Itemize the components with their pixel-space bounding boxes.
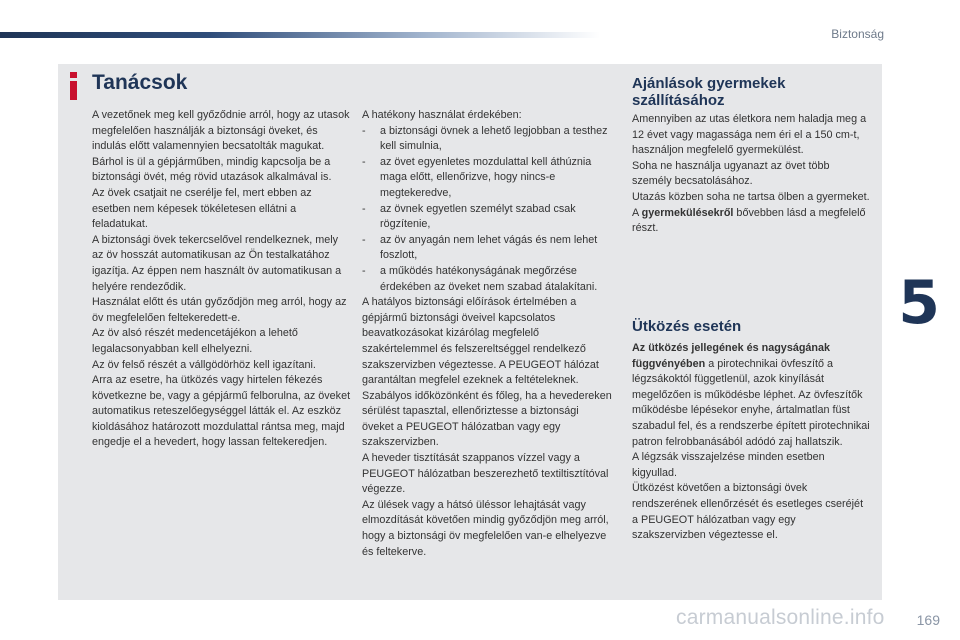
paragraph — [632, 341, 870, 450]
tips-column-1 — [92, 108, 352, 451]
list-item: - az öv anyagán nem lehet vágás és nem lehet foszlott, — [362, 233, 612, 264]
children-heading: Ajánlások gyermekek szállításához — [632, 75, 786, 109]
list-intro: A hatékony használat érdekében: — [362, 109, 522, 121]
paragraph: Az övek csatjait ne cserélje fel, mert ebben az esetben nem képesek tökéletesen ellátni a feladatukat. — [92, 186, 312, 231]
child-seat-reference: gyermekülésekről — [641, 206, 734, 219]
info-icon — [66, 72, 80, 100]
paragraph — [632, 206, 870, 237]
paragraph: A biztonsági övek tekercselővel rendelkeznek, mely az öv hosszát automatikusan az Ön testalkatához igazítja. Az éppen nem használt öv automatikusan a helyére rendeződik. — [92, 233, 342, 293]
paragraph: Az ülések vagy a hátsó üléssor lehajtását vagy elmozdítását követően mindig győződjön meg arról, hogy a biztonsági öv megfelelően van-e elhelyezve és feltekerve. — [362, 498, 609, 558]
list-item: - a biztonsági övnek a lehető legjobban a testhez kell simulnia, — [362, 124, 612, 155]
children-section — [632, 112, 870, 237]
paragraph: Az öv felső részét a vállgödörhöz kell igazítani. — [92, 358, 316, 371]
paragraph: A vezetőnek meg kell győződnie arról, hogy az utasok megfelelően használják a biztonsági öveket, és indulás előtt valamennyien becsatolták magukat. — [92, 109, 350, 153]
paragraph: Soha ne használja ugyanazt az övet több személy becsatolásához. — [632, 159, 830, 188]
paragraph: Ütközést követően a biztonsági övek rendszerének ellenőrzését és esetleges cseréjét a PEUGEOT hálózatban vagy egy szakszervizben végeztesse el. — [632, 482, 864, 542]
paragraph: Az öv alsó részét medencetájékon a lehető legalacsonyabban kell elhelyezni. — [92, 327, 298, 355]
paragraph: Használat előtt és után győződjön meg arról, hogy az öv megfelelően feltekeredett-e. — [92, 296, 347, 324]
usage-list — [362, 124, 612, 296]
paragraph: A légzsák visszajelzése minden esetben kigyullad. — [632, 451, 825, 479]
list-item: - az övnek egyetlen személyt szabad csak rögzítenie, — [362, 202, 612, 233]
header-bar — [0, 32, 600, 38]
chapter-number: 5 — [898, 268, 940, 338]
list-item: - az övet egyenletes mozdulattal kell áthúznia maga előtt, ellenőrizve, hogy nincs-e megtekeredve, — [362, 155, 612, 202]
paragraph: Amennyiben az utas életkora nem haladja meg a 12 évet vagy magassága nem éri el a 150 cm-t, használjon megfelelő gyermekülést. — [632, 113, 867, 157]
watermark: carmanualsonline.info — [676, 606, 885, 629]
section-label: Biztonság — [831, 27, 884, 41]
tips-title: Tanácsok — [92, 71, 188, 94]
text-fragment: bővebben lásd a megfelelő részt. — [632, 206, 866, 235]
paragraph: A hatályos biztonsági előírások értelmében a gépjármű biztonsági öveivel kapcsolatos beavatkozásokat kizárólag megfelelő szakértelemmel és felszereltséggel rendelkező szakszervizben végeztesse. A PEUGEOT hálózat garantáltan megfelel ezeknek a feltételeknek. — [362, 296, 599, 387]
emphasis-text: Az ütközés jellegének és nagyságának függvényében — [632, 342, 831, 370]
crash-section — [632, 341, 870, 544]
page-number: 169 — [916, 612, 940, 628]
paragraph: Arra az esetre, ha ütközés vagy hirtelen fékezés következne be, vagy a gépjármű felborulna, az öveket automatikus reteszelőegységgel látták el. Az eszköz kioldásához határozott mozdulattal rántsa meg, majd engedje el a hevedert, hogy lassan feltekeredjen. — [92, 374, 351, 449]
list-item: - a működés hatékonyságának megőrzése érdekében az öveket nem szabad átalakítani. — [362, 264, 612, 295]
crash-heading: Ütközés esetén — [632, 318, 742, 335]
paragraph: Szabályos időközönként és főleg, ha a hevedereken sérülést tapasztal, ellenőriztesse a biztonsági öveket a PEUGEOT hálózatban vagy egy szakszervizben. — [362, 389, 612, 449]
paragraph: A heveder tisztítását szappanos vízzel vagy a PEUGEOT hálózatban beszerezhető textiltisztítóval végezze. — [362, 452, 609, 496]
tips-column-2 — [362, 108, 612, 560]
text-fragment: A — [632, 206, 642, 219]
paragraph: Utazás közben soha ne tartsa ölben a gyermeket. — [632, 190, 870, 203]
text-fragment: a pirotechnikai övfeszítő a légzsákoktól függetlenül, azok kinyílását megelőzően is működésbe léphet. Az övfeszítők működésbe lépésekor enyhe, ártalmatlan füst szabadul fel, és a rendszerbe épített pirotechnikai patron felrobbanásából adódó zaj hallatszik. — [632, 357, 870, 448]
paragraph: Bárhol is ül a gépjárműben, mindig kapcsolja be a biztonsági övét, még rövid utazások alkalmával is. — [92, 155, 332, 184]
